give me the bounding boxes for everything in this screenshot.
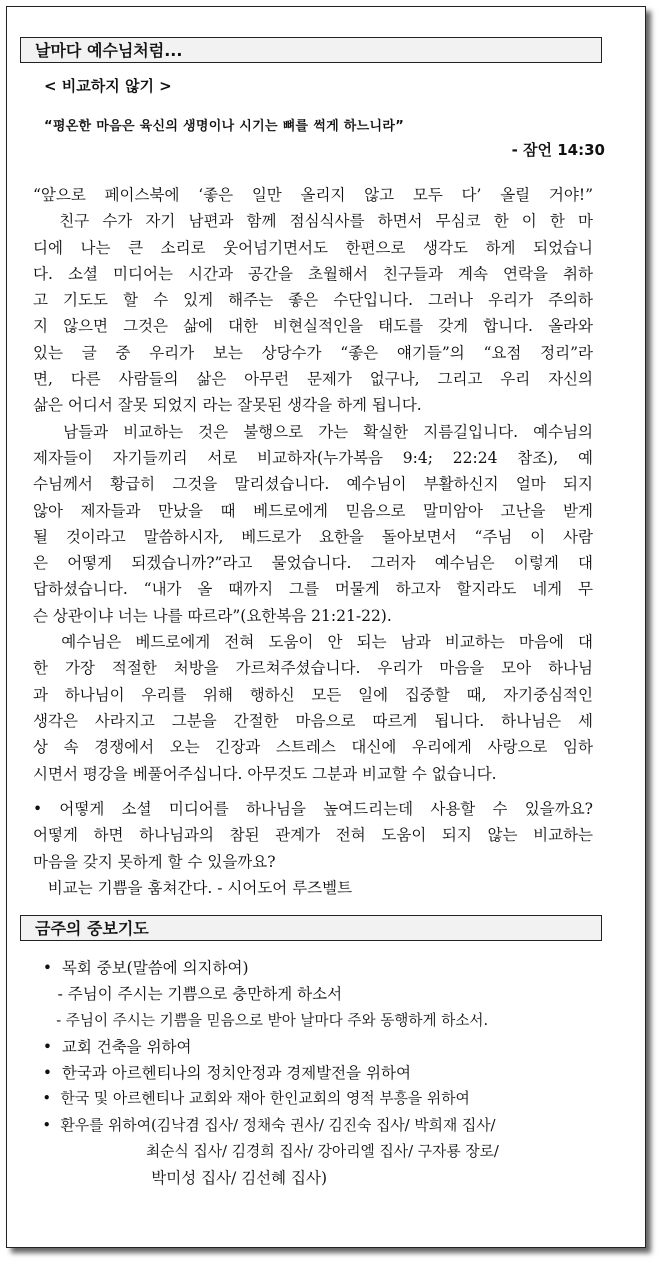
- prayer-item: • 한국 및 아르헨티나 교회와 재아 한인교회의 영적 부흥을 위하여: [33, 1090, 470, 1108]
- prayer-item: • 목회 중보(말씀에 의지하여): [33, 959, 249, 977]
- prayer-item: 최순식 집사/ 김경희 집사/ 강아리엘 집사/ 구자룡 장로/: [33, 1143, 499, 1161]
- body-line: 다. 소셜 미디어는 시간과 공간을 초월해서 친구들과 계속 연락을 취하: [33, 264, 593, 283]
- prayer-list: [33, 955, 603, 1192]
- body-line: 면, 다른 사람들의 삶은 아무런 문제가 없구나, 그리고 우리 자신의: [33, 370, 593, 389]
- prayer-subitem: - 주님이 주시는 기쁨으로 충만하게 하소서: [33, 985, 343, 1004]
- body-line: 고 기도도 할 수 있게 해주는 좋은 수단입니다. 그러나 우리가 주의하: [33, 291, 593, 310]
- body-line: 슨 상관이냐 너는 나를 따르라”(요한복음 21:21-22).: [33, 606, 392, 625]
- body-line: 남들과 비교하는 것은 불행으로 가는 확실한 지름길입니다. 예수님의: [33, 422, 593, 441]
- question-line: 어떻게 하면 하나님과의 참된 관계가 전혀 도움이 되지 않는 비교하는: [33, 826, 593, 845]
- body-line: 될 것이라고 말씀하시자, 베드로가 요한을 돌아보면서 “주님 이 사람: [33, 527, 593, 546]
- body-line: 수님께서 황급히 그것을 말리셨습니다. 예수님이 부활하신지 얼마 되지: [33, 475, 593, 494]
- prayer-item: • 환우를 위하여(김낙겸 집사/ 정채숙 권사/ 김진숙 집사/ 박희재 집사/: [33, 1116, 496, 1134]
- body-line: 디에 나는 큰 소리로 웃어넘기면서도 한편으로 생각도 하게 되었습니: [33, 238, 593, 257]
- body-line: 삶은 어디서 잘못 되었지 라는 잘못된 생각을 하게 됩니다.: [33, 396, 422, 415]
- body-line: 생각은 사라지고 그분을 간절한 마음으로 따르게 됩니다. 하나님은 세: [33, 711, 593, 730]
- body-line: “앞으로 페이스북에 ‘좋은 일만 올리지 않고 모두 다’ 올릴 거야!”: [33, 186, 593, 204]
- prayer-item: • 한국과 아르헨티나의 정치안정과 경제발전을 위하여: [33, 1064, 411, 1083]
- quote-line: 비교는 기쁨을 훔쳐간다. - 시어도어 루즈벨트: [33, 878, 353, 897]
- body-line: 상 속 경쟁에서 오는 긴장과 스트레스 대신에 우리에게 사랑으로 임하: [33, 738, 593, 757]
- section-title: 날마다 예수님처럼...: [20, 37, 602, 63]
- prayer-section-title: 금주의 중보기도: [20, 915, 602, 941]
- body-line: 시면서 평강을 베풀어주십니다. 아무것도 그분과 비교할 수 없습니다.: [33, 764, 497, 783]
- body-line: 은 어떻게 되겠습니까?”라고 물었습니다. 그러자 예수님은 이렇게 대: [33, 554, 593, 573]
- body-line: 않아 제자들과 만났을 때 베드로에게 믿음으로 말미암아 고난을 받게: [33, 501, 593, 520]
- prayer-subitem: - 주님이 주시는 기쁨을 믿음으로 받아 날마다 주와 동행하게 하소서.: [33, 1011, 489, 1029]
- reflection-questions: [33, 796, 593, 901]
- body-line: 한 가장 적절한 처방을 가르쳐주셨습니다. 우리가 마음을 모아 하나님: [33, 659, 593, 678]
- scripture-reference: - 잠언 14:30: [511, 141, 605, 159]
- body-line: 지 않으면 그것은 삶에 대한 비현실적인을 태도를 갖게 합니다. 올라와: [33, 317, 593, 336]
- question-line: 마음을 갖지 못하게 할 수 있을까요?: [33, 852, 276, 871]
- scripture-verse: “평온한 마음은 육신의 생명이나 시기는 뼈를 썩게 하느니라”: [44, 119, 405, 134]
- body-line: 있는 글 중 우리가 보는 상당수가 “좋은 얘기들”의 “요점 정리”라: [33, 343, 593, 362]
- subtitle: < 비교하지 않기 >: [44, 77, 172, 95]
- question-line: • 어떻게 소셜 미디어를 하나님을 높여드리는데 사용할 수 있을까요?: [33, 800, 593, 818]
- prayer-item: • 교회 건축을 위하여: [33, 1037, 192, 1056]
- body-line: 제자들이 자기들끼리 서로 비교하자(누가복음 9:4; 22:24 참조), 예: [33, 448, 593, 467]
- body-line: 친구 수가 자기 남편과 함께 점심식사를 하면서 무심코 한 이 한 마: [33, 212, 593, 231]
- body-line: 답하셨습니다. “내가 올 때까지 그를 머물게 하고자 할지라도 네게 무: [33, 580, 593, 599]
- body-line: 예수님은 베드로에게 전혀 도움이 안 되는 남과 비교하는 마음에 대: [33, 633, 593, 652]
- devotional-body: [33, 182, 593, 787]
- body-line: 과 하나님이 우리를 위해 행하신 모든 일에 집중할 때, 자기중심적인: [33, 685, 593, 704]
- prayer-item: 박미성 집사/ 김선혜 집사): [33, 1169, 328, 1188]
